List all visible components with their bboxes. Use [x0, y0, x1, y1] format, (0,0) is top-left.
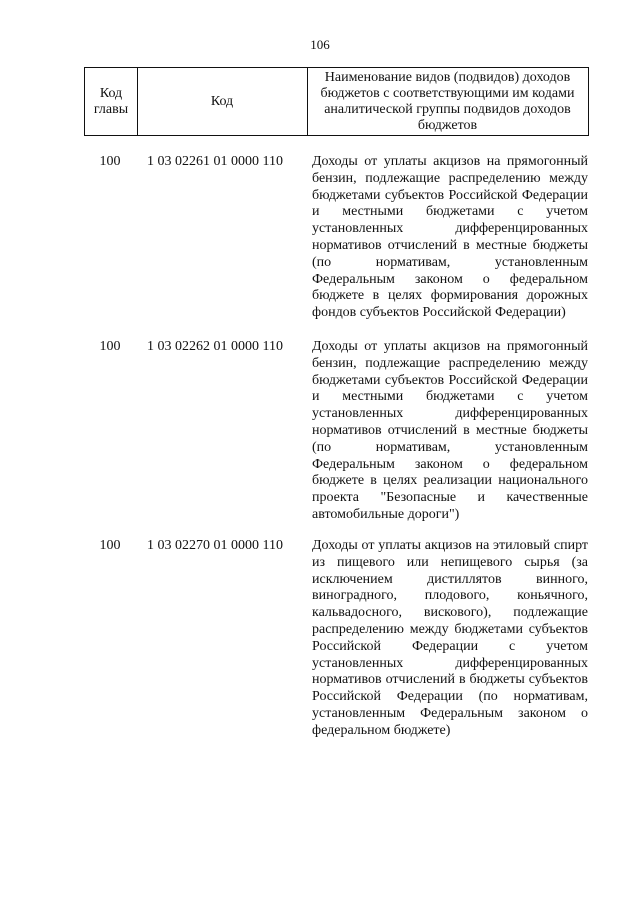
header-code: Код [137, 68, 308, 135]
header-chapter-code: Код главы [85, 68, 138, 135]
income-description: Доходы от уплаты акцизов на прямогонный бензин, подлежащие распределению между бюджетами субъектов Российской Федерации и местными бюджетами с учетом установленных дифференцированных нормативов отчислений в местные бюджеты (по нормативам, установленным Федеральным законом о федеральном бюджете в целях формирования дорожных фондов субъектов Российской Федерации) [312, 154, 588, 321]
page-number: 106 [310, 37, 330, 52]
income-description: Доходы от уплаты акцизов на прямогонный бензин, подлежащие распределению между бюджетами субъектов Российской Федерации и местными бюджетами с учетом установленных дифференцированных нормативов отчислений в местные бюджеты (по нормативам, установленным Федеральным законом о федеральном бюджете в целях реализации национального проекта "Безопасные и качественные автомобильные дороги") [312, 339, 588, 522]
chapter-code: 100 [99, 154, 121, 169]
header-name: Наименование видов (подвидов) доходов бюджетов с соответствующими им кодами аналитической группы подвидов доходов бюджетов [320, 69, 575, 133]
chapter-code: 100 [99, 538, 121, 553]
table-header [84, 67, 589, 136]
income-code: 1 03 02261 01 0000 110 [147, 154, 283, 169]
income-code: 1 03 02270 01 0000 110 [147, 538, 283, 553]
income-code: 1 03 02262 01 0000 110 [147, 339, 283, 354]
income-description: Доходы от уплаты акцизов на этиловый спирт из пищевого или непищевого сырья (за исключением дистиллятов винного, виноградного, плодового, коньячного, кальвадосного, вискового), подлежащие распределению между бюджетами субъектов Российской Федерации с учетом установленных дифференцированных нормативов отчислений в бюджеты субъектов Российской Федерации (по нормативам, установленным Федеральным законом о федеральном бюджете) [312, 538, 588, 738]
chapter-code: 100 [99, 339, 121, 354]
